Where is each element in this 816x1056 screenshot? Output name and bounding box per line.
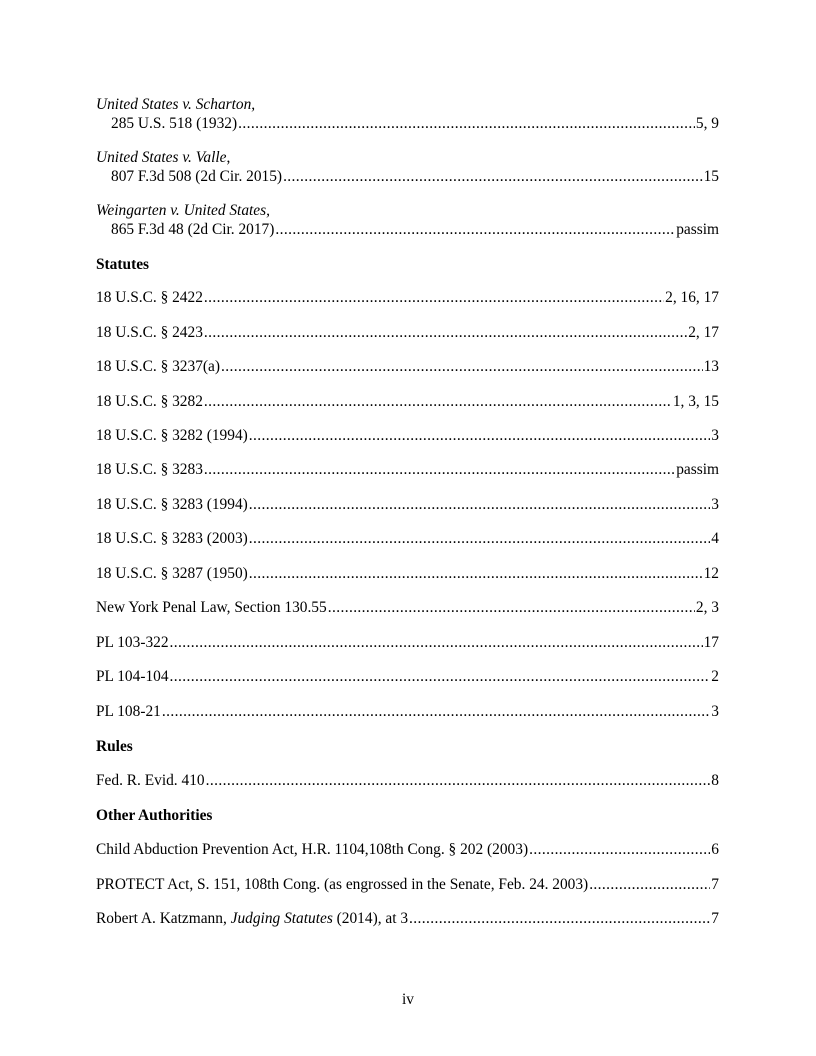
rule-entry: Fed. R. Evid. 410 ..... 8 [96,771,719,790]
leader-dots [170,667,711,686]
leader-dots [221,357,703,376]
leader-dots [204,460,675,479]
statute-entry: 18 U.S.C. § 3287 (1950) ..... 12 [96,564,719,583]
leader-dots [204,288,664,307]
page-refs: 15 [703,168,719,185]
section-heading-other-authorities: Other Authorities [96,807,213,824]
authority-entry: Robert A. Katzmann, Judging Statutes (2014), at 3 ..... 7 [96,909,719,928]
leader-dots [162,702,710,721]
page-number: iv [402,991,414,1008]
case-name: United States v. Scharton, [96,96,256,113]
case-entry [96,201,719,239]
case-name: Weingarten v. United States, [96,202,270,219]
leader-dots [204,323,687,342]
leader-dots [249,529,711,548]
page-refs: passim [676,221,719,238]
section-heading-statutes: Statutes [96,256,150,273]
case-citation: 285 U.S. 518 (1932) [111,115,238,132]
leader-dots [249,426,711,445]
leader-dots [275,220,675,239]
case-name: United States v. Valle [96,149,227,166]
leader-dots [409,909,710,928]
statute-entry: 18 U.S.C. § 2423 ..... 2, 17 [96,323,719,342]
page-refs: 5, 9 [695,115,719,132]
leader-dots [249,495,711,514]
table-of-authorities [96,0,719,1056]
leader-dots [529,840,710,859]
book-title: Judging Statutes [230,910,333,927]
statute-entry: New York Penal Law, Section 130.55 ..... 2, 3 [96,598,719,617]
statute-entry: 18 U.S.C. § 3283 ..... passim [96,460,719,479]
statute-entry: 18 U.S.C. § 3283 (2003) ..... 4 [96,529,719,548]
leader-dots [283,167,703,186]
leader-dots [589,875,710,894]
statute-entry: 18 U.S.C. § 2422 ..... 2, 16, 17 [96,288,719,307]
statute-entry: PL 104-104 ..... 2 [96,667,719,686]
statute-entry: 18 U.S.C. § 3282 (1994) ..... 3 [96,426,719,445]
statute-entry: 18 U.S.C. § 3237(a) ..... 13 [96,357,719,376]
leader-dots [170,633,703,652]
statute-entry: 18 U.S.C. § 3282 ..... 1, 3, 15 [96,392,719,411]
case-citation: 807 F.3d 508 (2d Cir. 2015) [111,168,283,185]
leader-dots [238,114,695,133]
statute-entry: PL 103-322 ..... 17 [96,633,719,652]
statute-entry: 18 U.S.C. § 3283 (1994) ..... 3 [96,495,719,514]
leader-dots [204,392,672,411]
statute-entry: PL 108-21 ..... 3 [96,702,719,721]
authority-entry: Child Abduction Prevention Act, H.R. 1104,108th Cong. § 202 (2003) ..... 6 [96,840,719,859]
authority-entry: PROTECT Act, S. 151, 108th Cong. (as engrossed in the Senate, Feb. 24. 2003) ..... 7 [96,875,719,894]
case-citation: 865 F.3d 48 (2d Cir. 2017) [111,221,275,238]
leader-dots [249,564,703,583]
leader-dots [206,771,711,790]
leader-dots [328,598,695,617]
section-heading-rules: Rules [96,738,133,755]
case-entry: United States v. Valle, 807 F.3d 508 (2d Cir. 2015) ..... 15 [96,148,719,186]
case-entry [96,95,719,133]
